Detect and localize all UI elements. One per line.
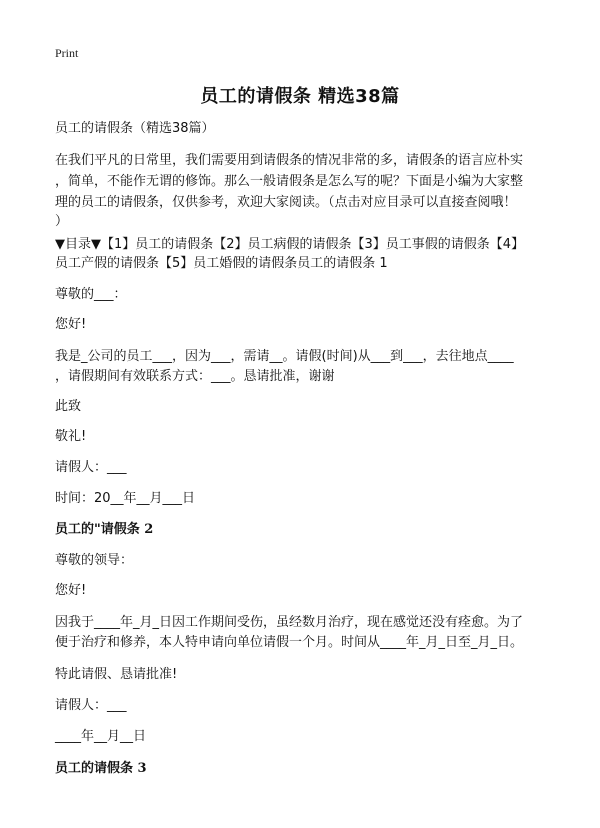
section1-salutation: 尊敬的___：	[55, 287, 127, 302]
section3-heading: 员工的请假条 3	[55, 761, 147, 776]
intro-line-4: ）	[55, 214, 69, 229]
section2-heading: 员工的"请假条 2	[55, 522, 154, 537]
section1-closing-2: 敬礼!	[55, 429, 87, 444]
print-label: Print	[55, 46, 79, 60]
document-subtitle: 员工的请假条（精选38篇）	[55, 121, 215, 136]
section1-applicant: 请假人：___	[55, 460, 127, 475]
section2-salutation: 尊敬的领导：	[55, 553, 134, 568]
table-of-contents-line-1[interactable]: ▼目录▼【1】员工的请假条【2】员工病假的请假条【3】员工事假的请假条【4】	[55, 237, 525, 252]
section2-applicant: 请假人：___	[55, 698, 127, 713]
intro-line-3: 理的员工的请假条，仅供参考，欢迎大家阅读。（点击对应目录可以直接查阅哦！	[55, 195, 517, 210]
intro-line-2: ，简单，不能作无谓的修饰。那么一般请假条是怎么写的呢？下面是小编为大家整	[55, 174, 524, 189]
document-title: 员工的请假条 精选38篇	[200, 86, 400, 107]
section2-request: 特此请假、恳请批准!	[55, 667, 178, 682]
section2-greeting: 您好!	[55, 583, 87, 598]
section1-greeting: 您好!	[55, 317, 87, 332]
section2-body-line-2: 便于治疗和修养，本人特申请向单位请假一个月。时间从____年_月_日至_月_日。	[55, 635, 524, 650]
section1-body-line-2: ，请假期间有效联系方式：___。恳请批准，谢谢	[55, 369, 335, 384]
section2-date: ____年__月__日	[55, 729, 147, 744]
section1-closing-1: 此致	[55, 399, 82, 414]
section2-body-line-1: 因我于____年_月_日因工作期间受伤，虽经数月治疗，现在感觉还没有痊愈。为了	[55, 615, 524, 630]
table-of-contents-line-2[interactable]: 员工产假的请假条【5】员工婚假的请假条员工的请假条 1	[55, 256, 388, 271]
section1-body-line-1: 我是_公司的员工___，因为___，需请__。请假(时间)从___到___，去往地点____	[55, 349, 514, 364]
intro-line-1: 在我们平凡的日常里，我们需要用到请假条的情况非常的多，请假条的语言应朴实	[55, 153, 524, 168]
section1-time: 时间：20__年__月___日	[55, 491, 196, 506]
